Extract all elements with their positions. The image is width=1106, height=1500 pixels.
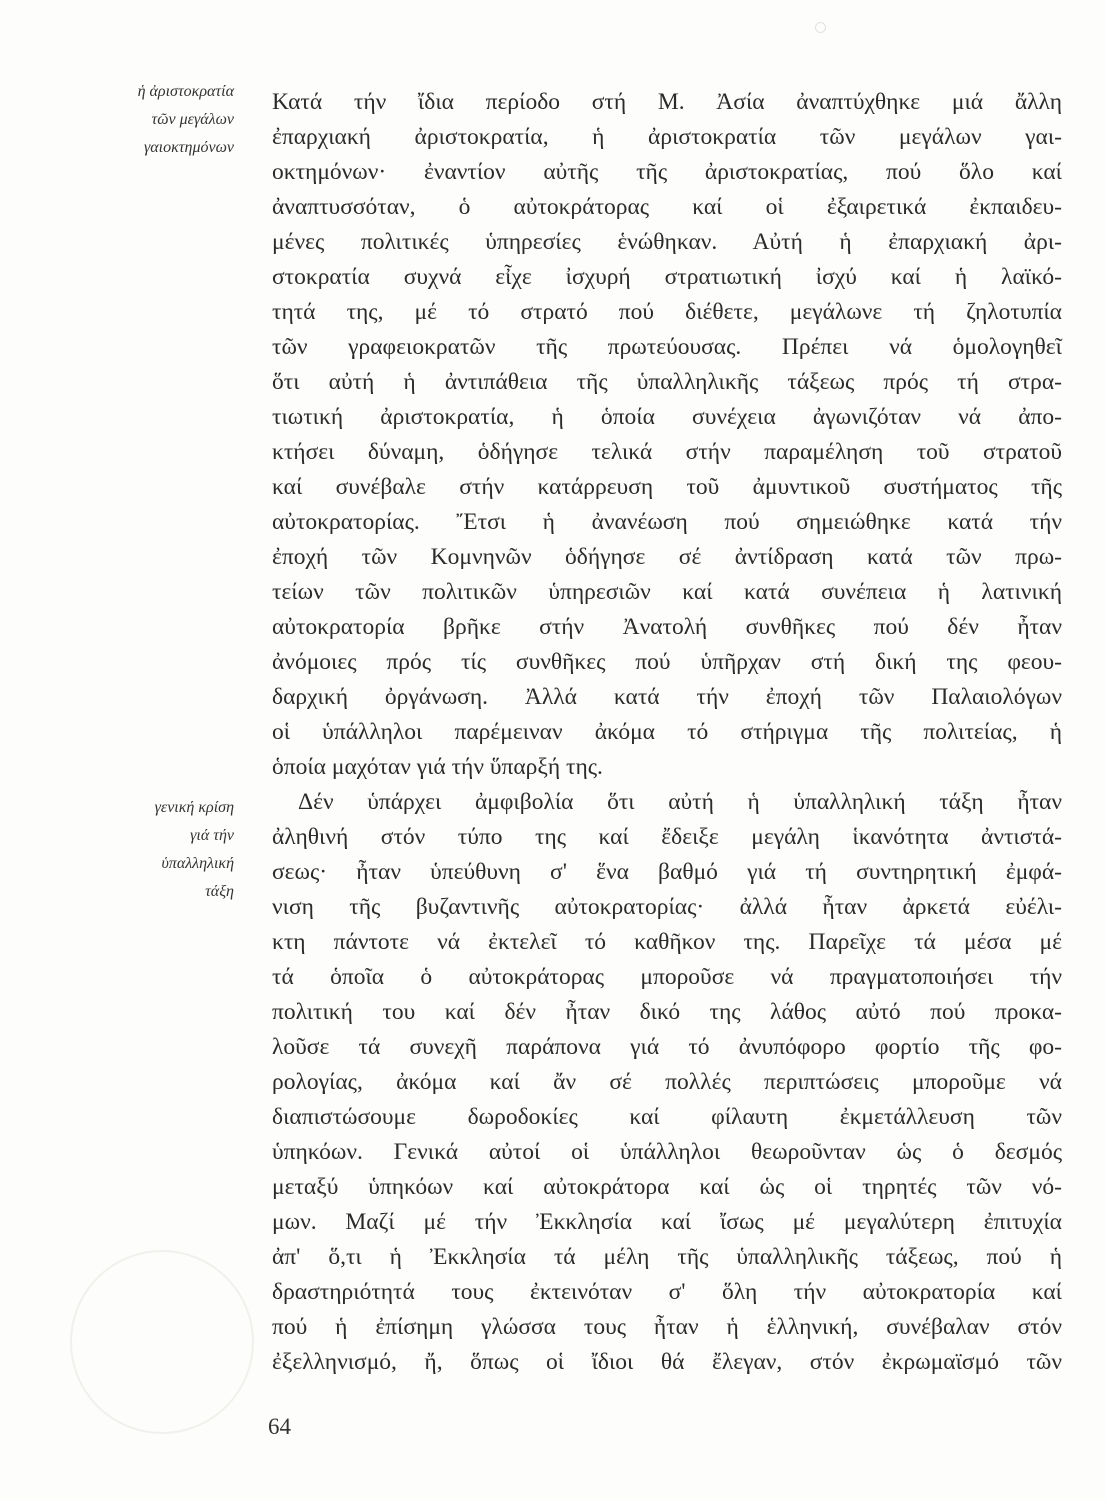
text-line: τητά της, μέ τό στρατό πού διέθετε, μεγάλωνε τή ζηλοτυπία [272,299,1062,325]
decorative-mark [815,22,826,33]
text-line: οκτημόνων· ἐναντίον αὐτῆς τῆς ἀριστοκρατίας, πού ὅλο καί [272,159,1062,185]
margin-note-line: τάξη [205,883,234,900]
margin-note-line: γενική κρίση [154,799,234,816]
text-line: διαπιστώσουμε δωροδοκίες καί φίλαυτη ἐκμετάλλευση τῶν [272,1104,1062,1130]
margin-note-line: τῶν μεγάλων [151,111,234,128]
margin-note-line: γαιοκτημόνων [143,139,234,156]
text-line: τά ὁποῖα ὁ αὐτοκράτορας μποροῦσε νά πραγματοποιήσει τήν [272,964,1062,990]
text-line: πού ἡ ἐπίσημη γλώσσα τους ἦταν ἡ ἑλληνική, συνέβαλαν στόν [272,1314,1062,1340]
text-line: τῶν γραφειοκρατῶν τῆς πρωτεύουσας. Πρέπει νά ὁμολογηθεῖ [272,334,1062,360]
text-line: μεταξύ ὑπηκόων καί αὐτοκράτορα καί ὡς οἱ τηρητές τῶν νό- [272,1174,1062,1200]
text-line: Κατά τήν ἴδια περίοδο στή Μ. Ἀσία ἀναπτύχθηκε μιά ἄλλη [272,89,1062,115]
text-line: μων. Μαζί μέ τήν Ἐκκλησία καί ἴσως μέ μεγαλύτερη ἐπιτυχία [272,1209,1062,1235]
text-line: ἐπαρχιακή ἀριστοκρατία, ἡ ἀριστοκρατία τῶν μεγάλων γαι- [272,124,1062,150]
text-line: ἀναπτυσσόταν, ὁ αὐτοκράτορας καί οἱ ἐξαιρετικά ἐκπαιδευ- [272,194,1062,220]
text-line: οἱ ὑπάλληλοι παρέμειναν ἀκόμα τό στήριγμα τῆς πολιτείας, ἡ [272,719,1062,745]
paragraph-start-line: Δέν ὑπάρχει ἀμφιβολία ὅτι αὐτή ἡ ὑπαλληλική τάξη ἦταν [298,789,1062,815]
text-line: τείων τῶν πολιτικῶν ὑπηρεσιῶν καί κατά συνέπεια ἡ λατινική [272,579,1062,605]
text-line: καί συνέβαλε στήν κατάρρευση τοῦ ἀμυντικοῦ συστήματος τῆς [272,474,1062,500]
text-line: μένες πολιτικές ὑπηρεσίες ἑνώθηκαν. Αὐτή ἡ ἐπαρχιακή ἀρι- [272,229,1062,255]
text-line: δραστηριότητά τους ἐκτεινόταν σ' ὅλη τήν αὐτοκρατορία καί [272,1279,1062,1305]
page-number: 64 [268,1414,291,1439]
text-line: ἀνόμοιες πρός τίς συνθῆκες πού ὑπῆρχαν στή δική της φεου- [272,649,1062,675]
text-line: ἀπ' ὅ,τι ἡ Ἐκκλησία τά μέλη τῆς ὑπαλληλικῆς τάξεως, πού ἡ [272,1244,1062,1270]
margin-note-general-judgment [74,794,234,906]
text-line: στοκρατία συχνά εἶχε ἰσχυρή στρατιωτική ἰσχύ καί ἡ λαϊκό- [272,264,1062,290]
margin-note-line: ὑπαλληλική [161,855,234,872]
margin-note-aristocracy [74,78,234,162]
body-text [272,85,1062,1380]
text-line: ἐξελληνισμό, ἤ, ὅπως οἱ ἴδιοι θά ἔλεγαν, στόν ἐκρωμαϊσμό τῶν [272,1349,1062,1375]
text-line: ὁποία μαχόταν γιά τήν ὕπαρξή της. [272,754,603,780]
bleed-through-stamp [70,1250,254,1434]
text-line: δαρχική ὀργάνωση. Ἀλλά κατά τήν ἐποχή τῶν Παλαιολόγων [272,684,1062,710]
text-line: ἀληθινή στόν τύπο της καί ἔδειξε μεγάλη ἱκανότητα ἀντιστά- [272,824,1062,850]
text-line: αὐτοκρατορία βρῆκε στήν Ἀνατολή συνθῆκες πού δέν ἦταν [272,614,1062,640]
margin-note-line: γιά τήν [190,827,234,844]
text-line: κτήσει δύναμη, ὁδήγησε τελικά στήν παραμέληση τοῦ στρατοῦ [272,439,1062,465]
margin-note-line: ἡ ἀριστοκρατία [137,83,234,100]
text-line: τιωτική ἀριστοκρατία, ἡ ὁποία συνέχεια ἀγωνιζόταν νά ἀπο- [272,404,1062,430]
text-line: ἐποχή τῶν Κομνηνῶν ὁδήγησε σέ ἀντίδραση κατά τῶν πρω- [272,544,1062,570]
text-line: λοῦσε τά συνεχῆ παράπονα γιά τό ἀνυπόφορο φορτίο τῆς φο- [272,1034,1062,1060]
text-line: αὐτοκρατορίας. Ἔτσι ἡ ἀνανέωση πού σημειώθηκε κατά τήν [272,509,1062,535]
text-line: ὑπηκόων. Γενικά αὐτοί οἱ ὑπάλληλοι θεωροῦνταν ὡς ὁ δεσμός [272,1139,1062,1165]
text-line: νιση τῆς βυζαντινῆς αὐτοκρατορίας· ἀλλά ἦταν ἀρκετά εὐέλι- [272,894,1062,920]
text-line: κτη πάντοτε νά ἐκτελεῖ τό καθῆκον της. Παρεῖχε τά μέσα μέ [272,929,1062,955]
text-line: ρολογίας, ἀκόμα καί ἄν σέ πολλές περιπτώσεις μποροῦμε νά [272,1069,1062,1095]
text-line: ὅτι αὐτή ἡ ἀντιπάθεια τῆς ὑπαλληλικῆς τάξεως πρός τή στρα- [272,369,1062,395]
text-line: σεως· ἦταν ὑπεύθυνη σ' ἕνα βαθμό γιά τή συντηρητική ἐμφά- [272,859,1062,885]
text-line: πολιτική του καί δέν ἦταν δικό της λάθος αὐτό πού προκα- [272,999,1062,1025]
